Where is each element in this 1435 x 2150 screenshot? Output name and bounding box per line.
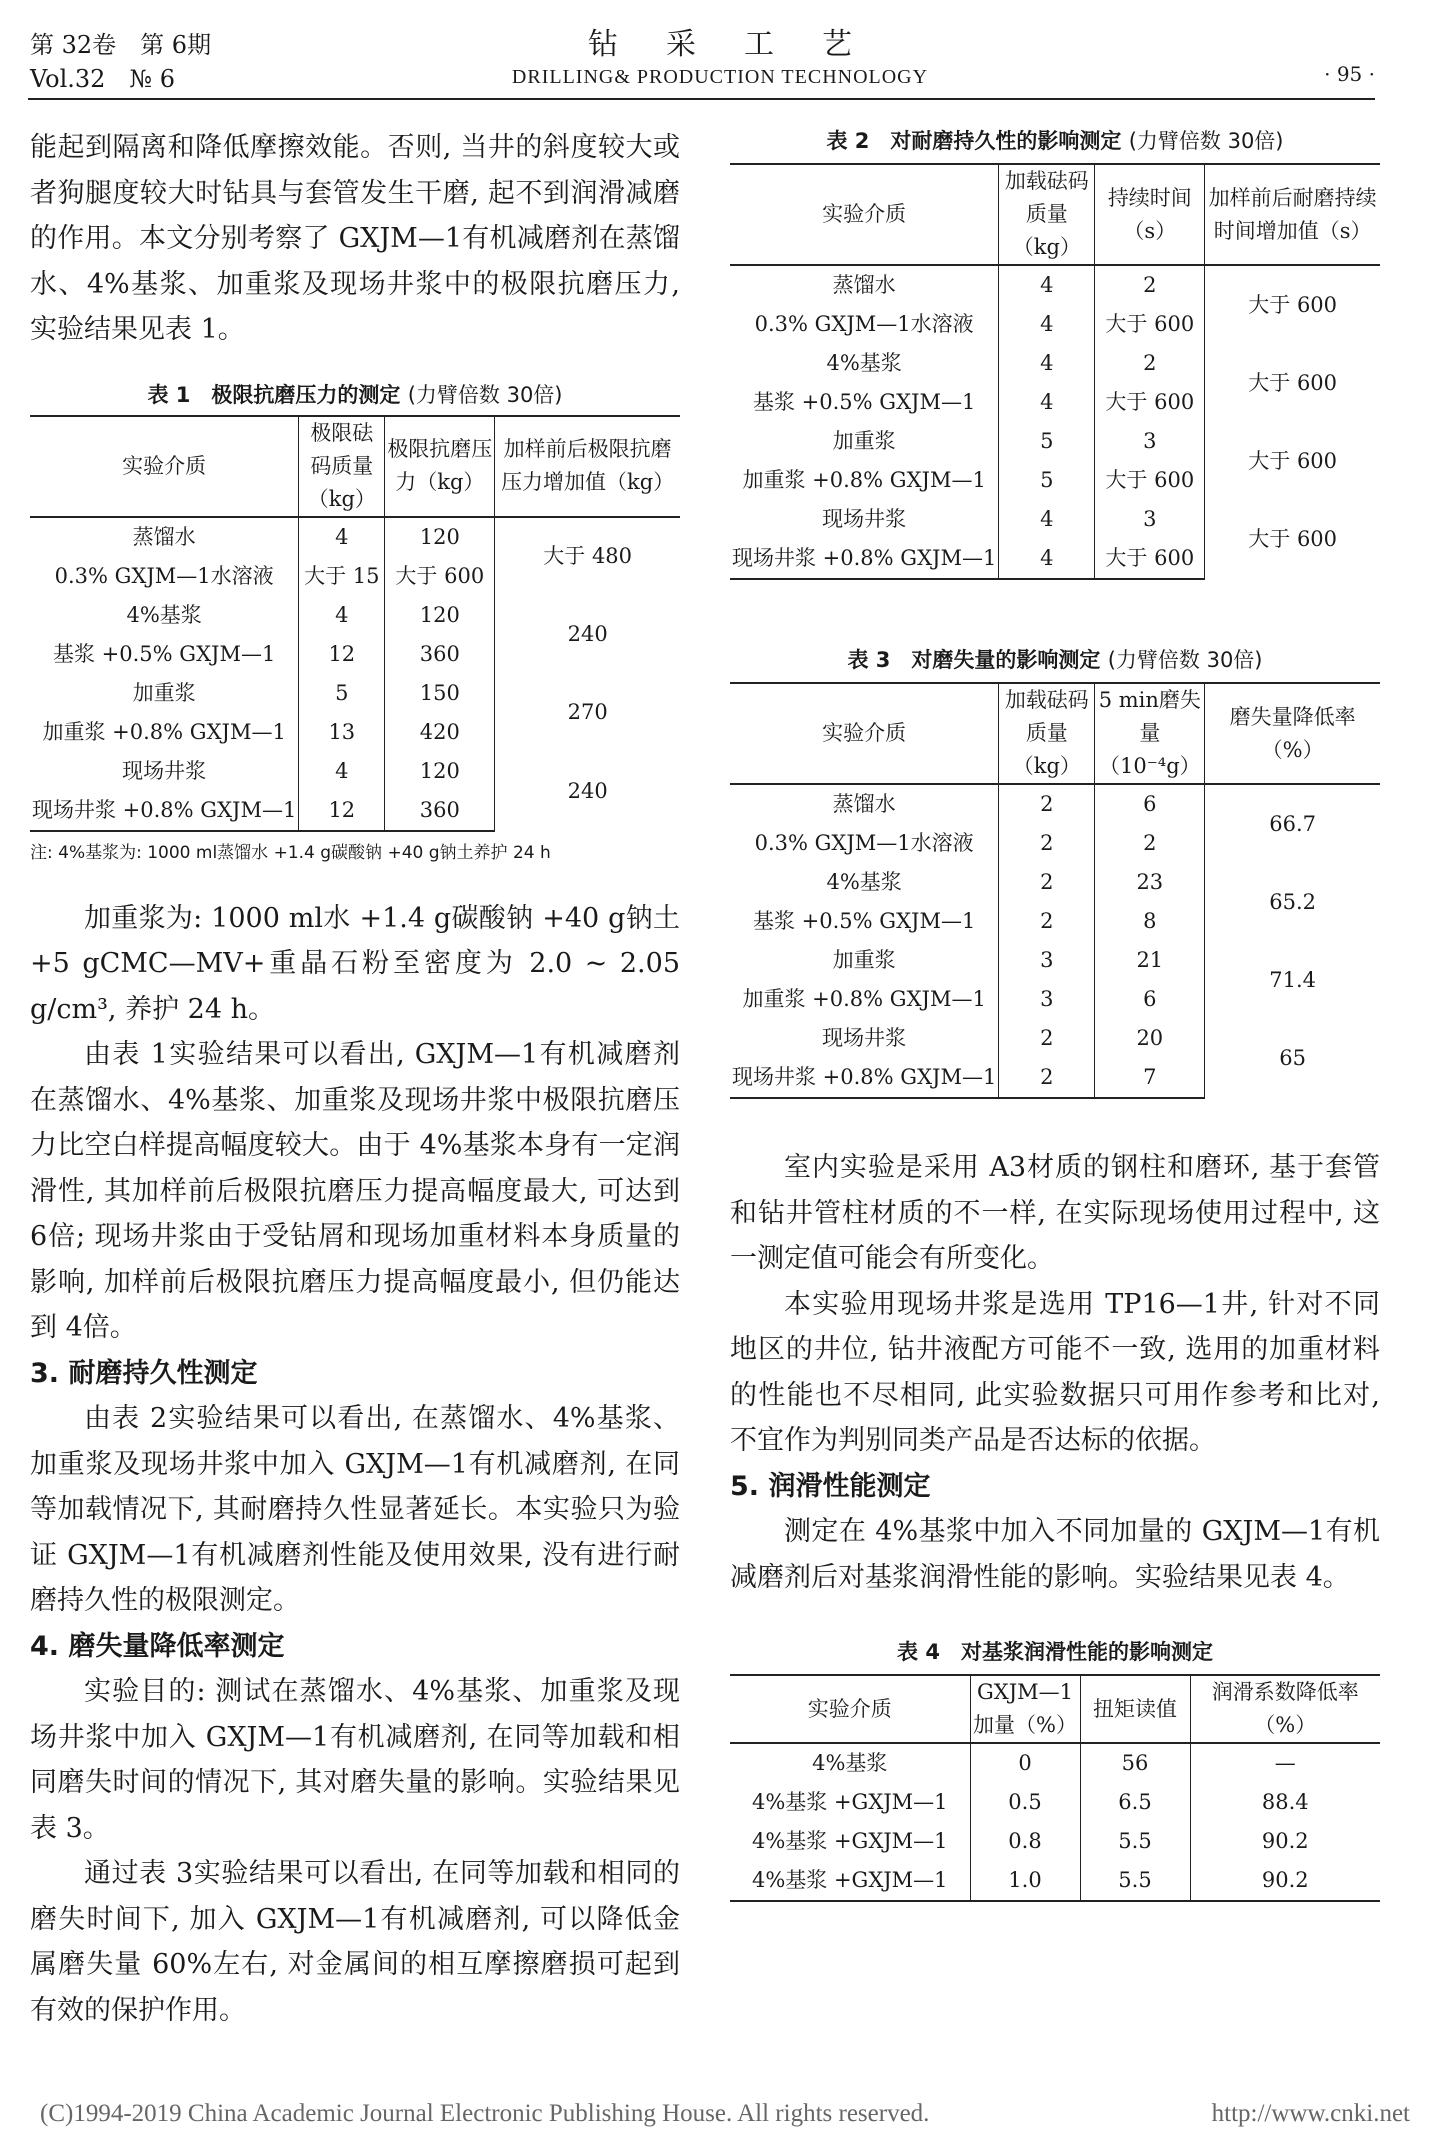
table-cell: 6 [1095, 784, 1205, 824]
table-row [30, 517, 680, 557]
table-header: 润滑系数降低率（%） [1190, 1675, 1380, 1743]
table-cell: 7 [1095, 1058, 1205, 1098]
table-cell: 240 [567, 622, 608, 646]
table-row [730, 1861, 1380, 1901]
table-cell: 150 [385, 674, 495, 713]
table-header: 实验介质 [730, 164, 999, 265]
table-row [730, 344, 1380, 383]
table-cell: 5 [999, 461, 1095, 500]
table-cell: 4 [299, 517, 385, 557]
table-4 [730, 1674, 1380, 1902]
table-cell: 2 [999, 1019, 1095, 1058]
table-cell: 8 [1095, 902, 1205, 941]
table-cell: 13 [299, 713, 385, 752]
table-cell: 大于 600 [1248, 292, 1338, 317]
paragraph: 由表 2实验结果可以看出, 在蒸馏水、4%基浆、加重浆及现场井浆中加入 GXJM—1有机减磨剂, 在同等加载情况下, 其耐磨持久性显著延长。本实验只为验证 GXJM—1有机减磨剂性能及使用效果, 没有进行耐磨持久性的极限测定。 [30, 1403, 680, 1616]
table-cell: 20 [1095, 1019, 1205, 1058]
table-cell: 现场井浆 +0.8% GXJM—1 [30, 791, 299, 831]
table-3 [730, 682, 1380, 1099]
table-cell: 4 [999, 305, 1095, 344]
volume-en: Vol.32 № 6 [30, 65, 176, 93]
table-row [30, 596, 680, 635]
table-cell: 3 [999, 941, 1095, 980]
table-cell: 基浆 +0.5% GXJM—1 [730, 383, 999, 422]
table-cell: 71.4 [1269, 967, 1317, 992]
table-header: 实验介质 [730, 683, 999, 784]
table-header: 实验介质 [730, 1675, 970, 1743]
table-cell: 4%基浆 [730, 1743, 970, 1783]
table-cell: 现场井浆 [730, 1019, 999, 1058]
table-cell: 4 [999, 539, 1095, 579]
table-cell: 1.0 [970, 1861, 1080, 1901]
paragraph: 能起到隔离和降低摩擦效能。否则, 当井的斜度较大或者狗腿度较大时钻具与套管发生干磨, 起不到润滑减磨的作用。本文分别考察了 GXJM—1有机减磨剂在蒸馏水、4%基浆、加重浆及现场井浆中的极限抗磨压力, 实验结果见表 1。 [30, 132, 680, 345]
table-header: 加载砝码质量（kg） [999, 164, 1095, 265]
footer-url[interactable]: http://www.cnki.net [1211, 2100, 1410, 2127]
table-cell: 大于 600 [1248, 448, 1338, 473]
table-cell: 4 [999, 344, 1095, 383]
table-cell: 120 [385, 596, 495, 635]
table-cell: 23 [1095, 863, 1205, 902]
table-row [730, 784, 1380, 824]
table-cell: 基浆 +0.5% GXJM—1 [730, 902, 999, 941]
paragraph: 通过表 3实验结果可以看出, 在同等加载和相同的磨失时间下, 加入 GXJM—1有机减磨剂, 可以降低金属磨失量 60%左右, 对金属间的相互摩擦磨损可起到有效的保护作用。 [30, 1858, 680, 2026]
table-cell: 3 [1095, 422, 1205, 461]
table-1 [30, 415, 680, 832]
table-cell: 56 [1080, 1743, 1190, 1783]
table-row [730, 1822, 1380, 1861]
table-cell: 0.5 [970, 1783, 1080, 1822]
table-cell: 蒸馏水 [730, 265, 999, 305]
table-cell: 21 [1095, 941, 1205, 980]
header-divider [28, 98, 1375, 100]
table-cell: 88.4 [1261, 1790, 1309, 1814]
table-row [730, 863, 1380, 902]
volume-cn: 第 32卷 第 6期 [30, 31, 212, 59]
table-cell: 120 [385, 752, 495, 791]
journal-title-en: DRILLING& PRODUCTION TECHNOLOGY [511, 66, 929, 88]
table-cell: 65.2 [1269, 889, 1317, 914]
table-cell: 4 [999, 265, 1095, 305]
table-cell: 0.3% GXJM—1水溶液 [30, 557, 299, 596]
table1-caption-title: 表 1 极限抗磨压力的测定 [147, 382, 401, 407]
table-cell: 90.2 [1261, 1829, 1309, 1853]
table-cell: 基浆 +0.5% GXJM—1 [30, 635, 299, 674]
table-cell: 2 [1095, 265, 1205, 305]
table-header: 持续时间（s） [1095, 164, 1205, 265]
table-cell: 4%基浆 +GXJM—1 [730, 1822, 970, 1861]
table-cell: 4 [299, 752, 385, 791]
table-row [730, 1019, 1380, 1058]
table-header: 极限砝码质量（kg） [299, 416, 385, 517]
table-row [730, 422, 1380, 461]
table-cell: 90.2 [1190, 1861, 1380, 1901]
table-cell: 加重浆 +0.8% GXJM—1 [730, 980, 999, 1019]
table-cell: 大于 600 [1248, 370, 1338, 395]
table-cell: 大于 600 [1095, 383, 1205, 422]
table-cell: 4 [999, 383, 1095, 422]
table-cell: 2 [999, 824, 1095, 863]
table-cell: 66.7 [1269, 811, 1317, 836]
table1-caption-note: (力臂倍数 30倍) [407, 382, 563, 407]
table-header: 5 min磨失量（10⁻⁴g） [1095, 683, 1205, 784]
table-cell: 4 [299, 596, 385, 635]
table-cell: 现场井浆 [730, 500, 999, 539]
table3-caption [730, 644, 1380, 674]
table-cell: 12 [299, 635, 385, 674]
left-column [30, 125, 680, 2033]
table-cell: 120 [385, 517, 495, 557]
table-row [730, 1743, 1380, 1783]
table-cell: 大于 600 [1095, 539, 1205, 579]
table-cell: 蒸馏水 [30, 517, 299, 557]
table-cell: 4%基浆 [730, 863, 999, 902]
table-cell: 3 [999, 980, 1095, 1019]
table-cell: 2 [999, 1058, 1095, 1098]
table-cell: 加重浆 [730, 422, 999, 461]
table3-caption-title: 表 3 对磨失量的影响测定 [847, 648, 1101, 672]
table-cell: — [1274, 1751, 1296, 1775]
footer [40, 2100, 1410, 2128]
section-heading-4: 4. 磨失量降低率测定 [30, 1630, 285, 1662]
journal-title [400, 28, 1040, 92]
table-cell: 360 [385, 635, 495, 674]
table-cell: 大于 480 [543, 544, 633, 568]
table-header: 极限抗磨压力（kg） [385, 416, 495, 517]
table-cell: 现场井浆 +0.8% GXJM—1 [730, 1058, 999, 1098]
table-cell: 420 [385, 713, 495, 752]
table-cell: 0.3% GXJM—1水溶液 [730, 824, 999, 863]
table-row [730, 1783, 1380, 1822]
table-cell: 0 [970, 1743, 1080, 1783]
table-cell: 大于 600 [1248, 527, 1338, 551]
table-row [30, 674, 680, 713]
table-cell: 5 [999, 422, 1095, 461]
copyright-notice: (C)1994-2019 China Academic Journal Electronic Publishing House. All rights reserved. [40, 2100, 930, 2127]
table-cell: 3 [1095, 500, 1205, 539]
table-header: 实验介质 [30, 416, 299, 517]
paragraph: 加重浆为: 1000 ml水 +1.4 g碳酸钠 +40 g钠土 +5 gCMC—MV+重晶石粉至密度为 2.0 ~ 2.05 g/cm³, 养护 24 h。 [30, 902, 680, 1025]
table2-caption-title: 表 2 对耐磨持久性的影响测定 [826, 129, 1122, 153]
table-cell: 4%基浆 [730, 344, 999, 383]
section-heading-3: 3. 耐磨持久性测定 [30, 1357, 258, 1389]
table-cell: 0.8 [970, 1822, 1080, 1861]
table-cell: 加重浆 +0.8% GXJM—1 [30, 713, 299, 752]
table-cell: 240 [567, 778, 608, 803]
table-cell: 大于 15 [299, 557, 385, 596]
table-cell: 加重浆 +0.8% GXJM—1 [730, 461, 999, 500]
page-number: · 95 · [1324, 62, 1375, 86]
table1-caption [30, 379, 680, 409]
paragraph: 实验目的: 测试在蒸馏水、4%基浆、加重浆及现场井浆中加入 GXJM—1有机减磨剂, 在同等加载和相同磨失时间的情况下, 其对磨失量的影响。实验结果见表 3。 [30, 1676, 680, 1844]
section-heading-5: 5. 润滑性能测定 [730, 1470, 931, 1502]
table-row [730, 941, 1380, 980]
table-cell: 5.5 [1080, 1861, 1190, 1901]
table4-caption: 表 4 对基浆润滑性能的影响测定 [897, 1640, 1213, 1664]
table1-note: 注: 4%基浆为: 1000 ml蒸馏水 +1.4 g碳酸钠 +40 g钠土养护 24 h [30, 842, 551, 863]
table-header: 加载砝码质量（kg） [999, 683, 1095, 784]
table-cell: 2 [1095, 824, 1205, 863]
right-column [730, 125, 1380, 1902]
paragraph: 本实验用现场井浆是选用 TP16—1井, 针对不同地区的井位, 钻井液配方可能不一致, 选用的加重材料的性能也不尽相同, 此实验数据只可用作参考和比对, 不宜作为判别同类产品是否达标的依据。 [730, 1288, 1380, 1456]
table-cell: 6.5 [1080, 1783, 1190, 1822]
table-cell: 4%基浆 +GXJM—1 [730, 1861, 970, 1901]
table-header: 加样前后耐磨持续时间增加值（s） [1205, 164, 1380, 265]
table-cell: 4%基浆 [30, 596, 299, 635]
table-row [730, 265, 1380, 305]
table-cell: 2 [999, 784, 1095, 824]
table-cell: 2 [999, 863, 1095, 902]
table-row [730, 500, 1380, 539]
table-2 [730, 163, 1380, 580]
table-cell: 大于 600 [1095, 305, 1205, 344]
table-cell: 现场井浆 +0.8% GXJM—1 [730, 539, 999, 579]
table-header: 加样前后极限抗磨压力增加值（kg） [495, 416, 680, 517]
table-cell: 加重浆 [30, 674, 299, 713]
table-header: GXJM—1加量（%） [970, 1675, 1080, 1743]
table-cell: 2 [1095, 344, 1205, 383]
table-cell: 大于 600 [1095, 461, 1205, 500]
table-cell: 0.3% GXJM—1水溶液 [730, 305, 999, 344]
paragraph: 室内实验是采用 A3材质的钢柱和磨环, 基于套管和钻井管柱材质的不一样, 在实际现场使用过程中, 这一测定值可能会有所变化。 [730, 1152, 1380, 1274]
table-cell: 360 [385, 791, 495, 831]
table-cell: 现场井浆 [30, 752, 299, 791]
table-header: 扭矩读值 [1080, 1675, 1190, 1743]
table-cell: 5.5 [1080, 1822, 1190, 1861]
issue-info [30, 28, 211, 96]
table-cell: 12 [299, 791, 385, 831]
paragraph: 测定在 4%基浆中加入不同加量的 GXJM—1有机减磨剂后对基浆润滑性能的影响。实验结果见表 4。 [730, 1516, 1380, 1593]
table-cell: 5 [299, 674, 385, 713]
table-header: 磨失量降低率（%） [1205, 683, 1380, 784]
table2-caption-note: (力臂倍数 30倍) [1128, 129, 1284, 153]
table-cell: 4%基浆 +GXJM—1 [730, 1783, 970, 1822]
table-cell: 270 [567, 700, 608, 724]
table-cell: 2 [999, 902, 1095, 941]
table-cell: 大于 600 [385, 557, 495, 596]
journal-title-cn: 钻采工艺 [588, 27, 900, 62]
table-row [30, 752, 680, 791]
paragraph: 由表 1实验结果可以看出, GXJM—1有机减磨剂在蒸馏水、4%基浆、加重浆及现场井浆中极限抗磨压力比空白样提高幅度较大。由于 4%基浆本身有一定润滑性, 其加样前后极限抗磨压力提高幅度最大, 可达到 6倍; 现场井浆由于受钻屑和现场加重材料本身质量的影响, 加样前后极限抗磨压力提高幅度最小, 但仍能达到 4倍。 [30, 1039, 680, 1343]
table-cell: 65 [1279, 1046, 1307, 1070]
table2-caption [730, 125, 1380, 155]
table3-caption-note: (力臂倍数 30倍) [1107, 648, 1263, 672]
table-cell: 蒸馏水 [730, 784, 999, 824]
table-cell: 加重浆 [730, 941, 999, 980]
table-cell: 6 [1095, 980, 1205, 1019]
table-cell: 4 [999, 500, 1095, 539]
